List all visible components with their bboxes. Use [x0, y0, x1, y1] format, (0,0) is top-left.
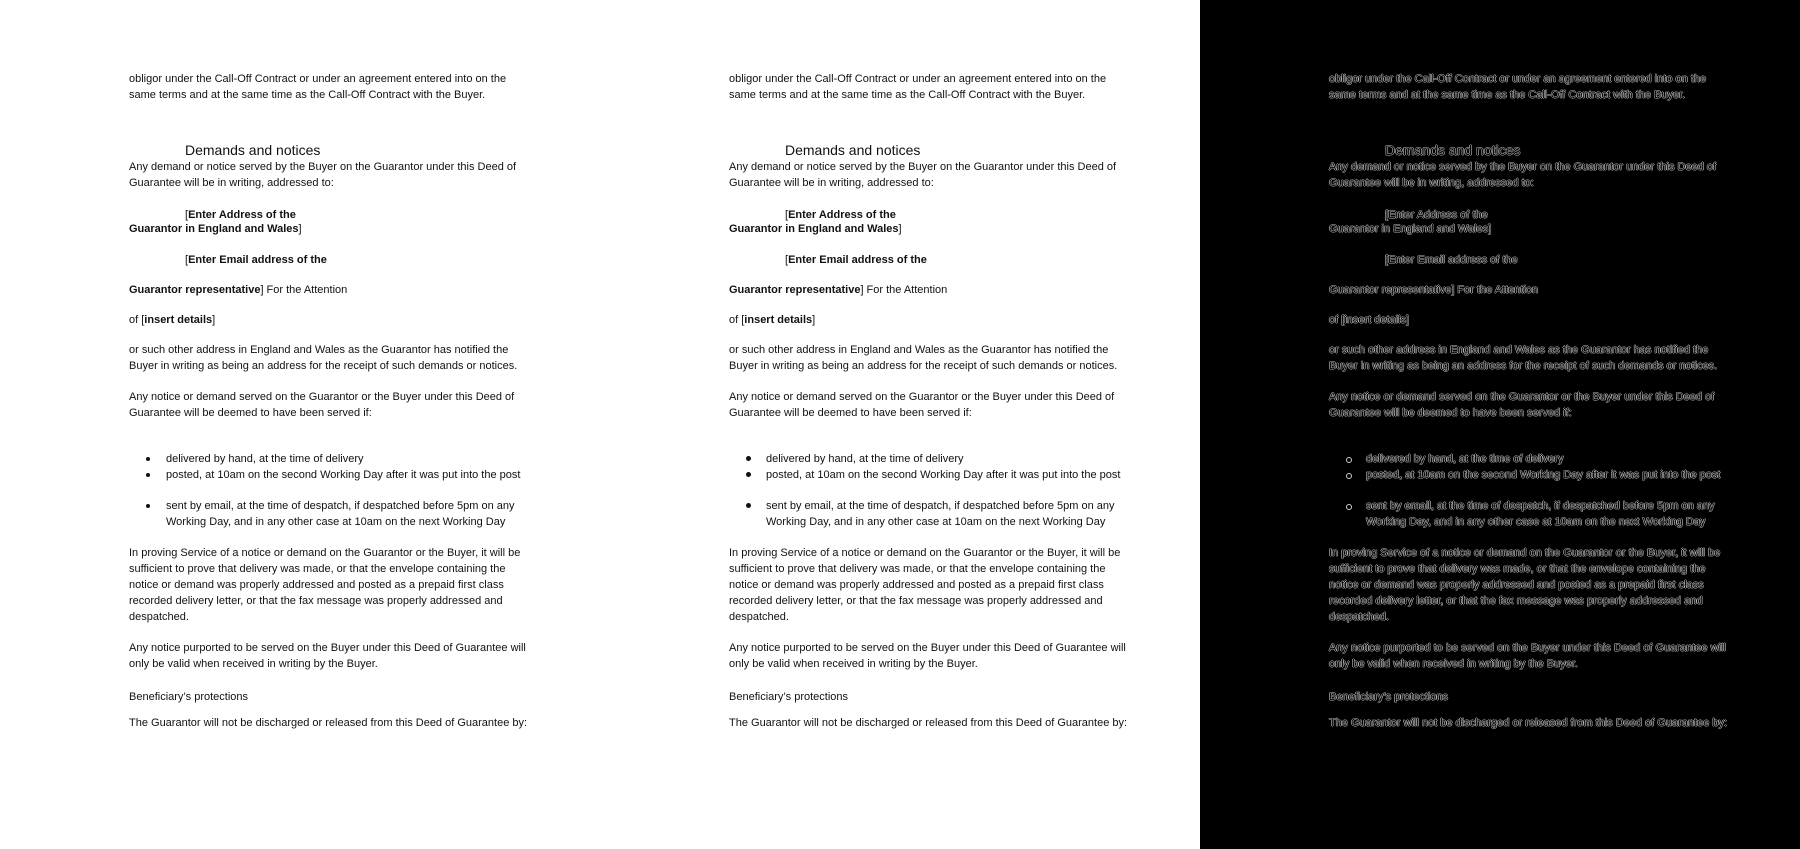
proving-line-3: notice or demand was properly addressed and posted as a prepaid first class [1329, 579, 1704, 591]
intro-line-2: same terms and at the same time as the Call-Off Contract with the Buyer. [1329, 89, 1686, 101]
of-text: of [ [729, 314, 745, 326]
demand-line-2: Guarantee will be in writing, addressed to: [729, 177, 934, 189]
panel-original [0, 0, 600, 849]
of-placeholder: insert details [744, 314, 813, 326]
rep-rest: ] For the Attention [1451, 284, 1539, 296]
bracket: [ [1385, 209, 1389, 221]
document-page [729, 71, 1149, 731]
rep-placeholder: Guarantor representative [1329, 284, 1452, 296]
list-item-text: sent by email, at the time of despatch, if despatched before 5pm on any [766, 500, 1115, 512]
of-placeholder: insert details [144, 314, 213, 326]
rep-line [129, 282, 549, 298]
rep-rest: ] For the Attention [860, 284, 948, 296]
email-line [129, 252, 549, 268]
of-text: of [ [1329, 314, 1345, 326]
list-item [1329, 498, 1749, 530]
list-item [729, 451, 1149, 467]
proving-line-3: notice or demand was properly addressed and posted as a prepaid first class [729, 579, 1104, 591]
document-page [129, 71, 549, 731]
served-line-1: Any notice or demand served on the Guarantor or the Buyer under this Deed of [729, 391, 1115, 403]
bullet-icon [746, 503, 751, 508]
other-line-1: or such other address in England and Wales as the Guarantor has notified the [1329, 344, 1709, 356]
address-line-2 [1329, 221, 1749, 237]
purported-line-2: only be valid when received in writing by the Buyer. [129, 658, 378, 670]
email-placeholder: Enter Email address of the [1388, 254, 1518, 266]
proving-line-5: despatched. [129, 611, 189, 623]
of-line [1329, 312, 1749, 328]
document-page [1329, 71, 1749, 731]
bullet-icon [146, 504, 150, 508]
served-line-1: Any notice or demand served on the Guarantor or the Buyer under this Deed of [1329, 391, 1715, 403]
proving-line-2: sufficient to prove that delivery was made, or that the envelope containing the [1329, 563, 1706, 575]
bracket: ] [1406, 314, 1410, 326]
bullet-icon [746, 472, 751, 477]
bullet-icon [146, 473, 150, 477]
proving-line-1: In proving Service of a notice or demand on the Guarantor or the Buyer, it will be [129, 547, 521, 559]
panel-edges [1200, 0, 1800, 849]
address-placeholder-1: Enter Address of the [1388, 209, 1488, 221]
discharged-line: The Guarantor will not be discharged or released from this Deed of Guarantee by: [129, 717, 528, 729]
proving-line-1: In proving Service of a notice or demand on the Guarantor or the Buyer, it will be [1329, 547, 1721, 559]
of-line [129, 312, 549, 328]
bullet-icon [1346, 473, 1352, 479]
served-line-2: Guarantee will be deemed to have been served if: [129, 407, 372, 419]
address-line-2 [729, 221, 1149, 237]
purported-line-2: only be valid when received in writing by the Buyer. [729, 658, 978, 670]
intro-line-2: same terms and at the same time as the Call-Off Contract with the Buyer. [129, 89, 486, 101]
list-item-text: posted, at 10am on the second Working Day after it was put into the post [766, 469, 1121, 481]
intro-line-1: obligor under the Call-Off Contract or under an agreement entered into on the [1329, 73, 1707, 85]
list-item-text: posted, at 10am on the second Working Day after it was put into the post [166, 469, 521, 481]
purported-line-2: only be valid when received in writing by the Buyer. [1329, 658, 1578, 670]
list-item-text: Working Day, and in any other case at 10am on the next Working Day [1366, 516, 1706, 528]
delivery-list [129, 451, 549, 530]
other-line-1: or such other address in England and Wales as the Guarantor has notified the [729, 344, 1109, 356]
address-placeholder-2: Guarantor in England and Wales [1329, 223, 1489, 235]
of-text: of [ [129, 314, 145, 326]
other-line-2: Buyer in writing as being an address for the receipt of such demands or notices. [1329, 360, 1718, 372]
address-line-2 [129, 221, 549, 237]
list-item [729, 498, 1149, 530]
bullet-icon [1346, 457, 1352, 463]
proving-line-4: recorded delivery letter, or that the fax message was properly addressed and [1329, 595, 1703, 607]
intro-line-1: obligor under the Call-Off Contract or under an agreement entered into on the [129, 73, 507, 85]
demand-line-1: Any demand or notice served by the Buyer on the Guarantor under this Deed of [129, 161, 517, 173]
list-item-text: Working Day, and in any other case at 10am on the next Working Day [766, 516, 1106, 528]
bracket: ] [1488, 223, 1492, 235]
proving-line-3: notice or demand was properly addressed and posted as a prepaid first class [129, 579, 504, 591]
beneficiary-heading: Beneficiary’s protections [129, 691, 249, 703]
served-line-2: Guarantee will be deemed to have been served if: [729, 407, 972, 419]
bracket: ] [298, 223, 302, 235]
purported-line-1: Any notice purported to be served on the Buyer under this Deed of Guarantee will [729, 642, 1126, 654]
rep-placeholder: Guarantor representative [729, 284, 861, 296]
proving-line-4: recorded delivery letter, or that the fax message was properly addressed and [129, 595, 503, 607]
bracket: ] [212, 314, 216, 326]
of-placeholder: insert details [1344, 314, 1407, 326]
demand-line-1: Any demand or notice served by the Buyer on the Guarantor under this Deed of [729, 161, 1117, 173]
address-placeholder-1: Enter Address of the [188, 209, 296, 221]
discharged-line: The Guarantor will not be discharged or released from this Deed of Guarantee by: [729, 717, 1128, 729]
served-line-2: Guarantee will be deemed to have been served if: [1329, 407, 1572, 419]
list-item-text: sent by email, at the time of despatch, if despatched before 5pm on any [1366, 500, 1715, 512]
other-line-2: Buyer in writing as being an address for the receipt of such demands or notices. [729, 360, 1118, 372]
bullet-icon [1346, 504, 1352, 510]
list-item-text: posted, at 10am on the second Working Day after it was put into the post [1366, 469, 1721, 481]
panel-rendered [600, 0, 1200, 849]
address-placeholder-2: Guarantor in England and Wales [729, 223, 899, 235]
beneficiary-heading: Beneficiary’s protections [1329, 691, 1449, 703]
bracket: [ [185, 254, 189, 266]
list-item [1329, 451, 1749, 467]
proving-line-2: sufficient to prove that delivery was made, or that the envelope containing the [129, 563, 506, 575]
bracket: [ [785, 254, 789, 266]
proving-line-1: In proving Service of a notice or demand on the Guarantor or the Buyer, it will be [729, 547, 1121, 559]
discharged-line: The Guarantor will not be discharged or released from this Deed of Guarantee by: [1329, 717, 1728, 729]
intro-line-2: same terms and at the same time as the Call-Off Contract with the Buyer. [729, 89, 1086, 101]
proving-line-5: despatched. [1329, 611, 1389, 623]
proving-line-2: sufficient to prove that delivery was made, or that the envelope containing the [729, 563, 1106, 575]
list-item-text: delivered by hand, at the time of delivery [166, 453, 364, 465]
bullet-icon [746, 456, 751, 461]
list-item [129, 451, 549, 467]
bracket: ] [898, 223, 902, 235]
purported-line-1: Any notice purported to be served on the Buyer under this Deed of Guarantee will [1329, 642, 1726, 654]
rep-line [1329, 282, 1749, 298]
proving-line-4: recorded delivery letter, or that the fax message was properly addressed and [729, 595, 1103, 607]
list-item-text: sent by email, at the time of despatch, if despatched before 5pm on any [166, 500, 515, 512]
demand-line-2: Guarantee will be in writing, addressed to: [129, 177, 334, 189]
intro-line-1: obligor under the Call-Off Contract or under an agreement entered into on the [729, 73, 1107, 85]
other-line-1: or such other address in England and Wales as the Guarantor has notified the [129, 344, 509, 356]
bracket: [ [1385, 254, 1389, 266]
list-item [129, 467, 549, 483]
email-line [1329, 252, 1749, 268]
section-heading: Demands and notices [785, 142, 921, 158]
bullet-icon [146, 457, 150, 461]
email-line [729, 252, 1149, 268]
of-line [729, 312, 1149, 328]
rep-line [729, 282, 1149, 298]
other-line-2: Buyer in writing as being an address for the receipt of such demands or notices. [129, 360, 518, 372]
list-item-text: delivered by hand, at the time of delivery [1366, 453, 1564, 465]
demand-line-2: Guarantee will be in writing, addressed to: [1329, 177, 1534, 189]
email-placeholder: Enter Email address of the [788, 254, 927, 266]
bracket: ] [812, 314, 816, 326]
list-item-text: Working Day, and in any other case at 10am on the next Working Day [166, 516, 506, 528]
bracket: [ [185, 209, 189, 221]
proving-line-5: despatched. [729, 611, 789, 623]
list-item [729, 467, 1149, 483]
purported-line-1: Any notice purported to be served on the Buyer under this Deed of Guarantee will [129, 642, 526, 654]
beneficiary-heading: Beneficiary’s protections [729, 691, 849, 703]
email-placeholder: Enter Email address of the [188, 254, 327, 266]
rep-placeholder: Guarantor representative [129, 284, 261, 296]
bracket: [ [785, 209, 789, 221]
list-item [129, 498, 549, 530]
delivery-list [1329, 451, 1749, 530]
served-line-1: Any notice or demand served on the Guarantor or the Buyer under this Deed of [129, 391, 515, 403]
demand-line-1: Any demand or notice served by the Buyer on the Guarantor under this Deed of [1329, 161, 1717, 173]
rep-rest: ] For the Attention [260, 284, 348, 296]
section-heading: Demands and notices [185, 142, 321, 158]
section-heading: Demands and notices [1385, 142, 1521, 158]
list-item [1329, 467, 1749, 483]
list-item-text: delivered by hand, at the time of delivery [766, 453, 964, 465]
delivery-list [729, 451, 1149, 530]
address-placeholder-2: Guarantor in England and Wales [129, 223, 299, 235]
address-placeholder-1: Enter Address of the [788, 209, 896, 221]
